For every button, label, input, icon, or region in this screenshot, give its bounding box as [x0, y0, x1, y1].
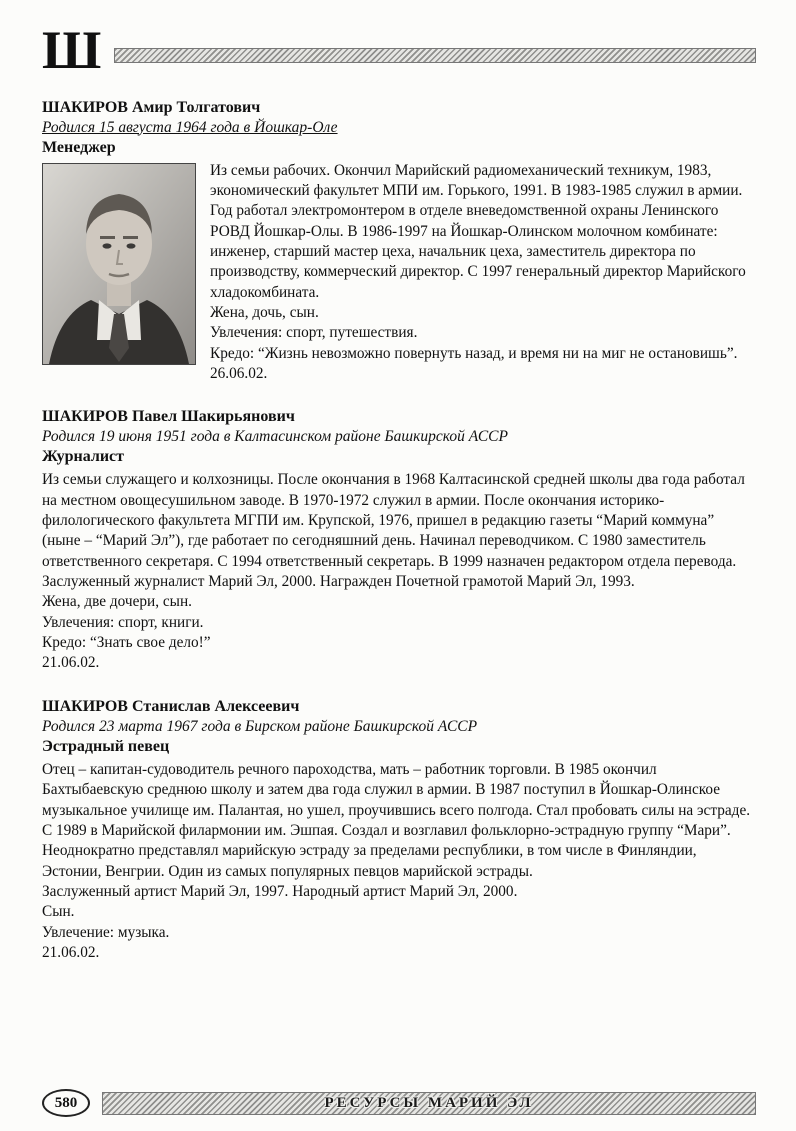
entry-paragraph: Сын.: [42, 903, 75, 921]
entry-date-line: 21.06.02.: [42, 654, 100, 672]
entry-paragraph: Отец – капитан-судоводитель речного пароходства, мать – работник торговли. В 1985 окончил Бахтыбаевскую среднюю школу и затем два года служил в армии. В 1987 поступил в Йошкар-Олинское музыкальное училище им. Палантая, но ушел, проучившись всего полгода. Стал пробовать силы на эстраде. С 1989 в Марийской филармонии им. Эшпая. Создал и возглавил фольклорно-эстрадную группу “Мари”. Неоднократно представлял марийскую эстраду за пределами республики, в том числе в Финляндии, Эстонии, Венгрии. Один из самых популярных певцов марийской эстрады.: [42, 760, 751, 880]
entry-name: ШАКИРОВ Амир Толгатович: [42, 98, 261, 116]
entry-paragraph: Кредо: “Жизнь невозможно повернуть назад, и время ни на миг не остановишь”.: [210, 344, 738, 362]
entry-birth-line: Родился 19 июня 1951 года в Калтасинском районе Башкирской АССР: [42, 428, 508, 446]
entry-paragraph: Заслуженный журналист Марий Эл, 2000. Награжден Почетной грамотой Марий Эл, 1993.: [42, 573, 635, 591]
entry-name: ШАКИРОВ Станислав Алексеевич: [42, 697, 300, 715]
portrait-photo: [42, 163, 196, 365]
biography-entry: [42, 99, 756, 385]
page-footer: [42, 1059, 756, 1117]
page-number-badge: 580: [42, 1089, 90, 1117]
biography-entry: [42, 408, 756, 673]
section-letter: Ш: [42, 20, 103, 80]
entry-paragraph: Из семьи служащего и колхозницы. После окончания в 1968 Калтасинской средней школы два года работал на местном овощесушильном заводе. В 1970-1972 служил в армии. После окончания историко-филологического факультета МГПИ им. Крупской, 1976, пришел в редакцию газеты “Марий коммуна” (ныне – “Марий Эл”), где работает по сегодняшний день. Начинал переводчиком. С 1980 заместитель ответственного секретаря. С 1994 ответственный секретарь. В 1999 назначен редактором отдела перевода.: [42, 471, 745, 570]
entry-paragraph: Увлечения: спорт, книги.: [42, 613, 204, 631]
footer-banner-bar: [102, 1092, 756, 1115]
entry-birth-line: Родился 15 августа 1964 года в Йошкар-Оле: [42, 118, 338, 136]
footer-banner-title: РЕСУРСЫ МАРИЙ ЭЛ: [324, 1094, 534, 1111]
entry-paragraph: Заслуженный артист Марий Эл, 1997. Народный артист Марий Эл, 2000.: [42, 882, 518, 900]
entry-body: [42, 161, 756, 385]
entry-name: ШАКИРОВ Павел Шакирьянович: [42, 408, 295, 426]
portrait-photo-illustration: [43, 164, 195, 364]
section-letter-bar: [114, 48, 756, 63]
section-letter-header: [42, 20, 756, 80]
biography-entry: [42, 698, 756, 963]
entry-paragraph: Жена, две дочери, сын.: [42, 593, 192, 611]
entry-occupation: Журналист: [42, 448, 125, 466]
entry-paragraph: Из семьи рабочих. Окончил Марийский радиомеханический техникум, 1983, экономический факультет МПИ им. Горького, 1991. В 1983-1985 служил в армии. Год работал электромонтером в отделе вневедомственной охраны Ленинского РОВД Йошкар-Олы. В 1986-1997 на Йошкар-Олинском молочном комбинате: инженер, старший мастер цеха, начальник цеха, заместитель директора по производству, коммерческий директор. С 1997 генеральный директор Марийского хладокомбината.: [210, 161, 746, 301]
entry-date-line: 21.06.02.: [42, 943, 100, 961]
entry-date-line: 26.06.02.: [210, 365, 268, 383]
entry-body: [42, 760, 756, 963]
entry-occupation: Эстрадный певец: [42, 737, 170, 755]
entry-paragraph: Жена, дочь, сын.: [210, 304, 319, 321]
entry-paragraph: Увлечение: музыка.: [42, 923, 170, 941]
entry-paragraph: Кредо: “Знать свое дело!”: [42, 634, 211, 652]
entry-occupation: Менеджер: [42, 138, 116, 156]
entry-paragraph: Увлечения: спорт, путешествия.: [210, 324, 418, 342]
entry-birth-line: Родился 23 марта 1967 года в Бирском районе Башкирской АССР: [42, 717, 478, 735]
entry-body: [42, 470, 756, 673]
